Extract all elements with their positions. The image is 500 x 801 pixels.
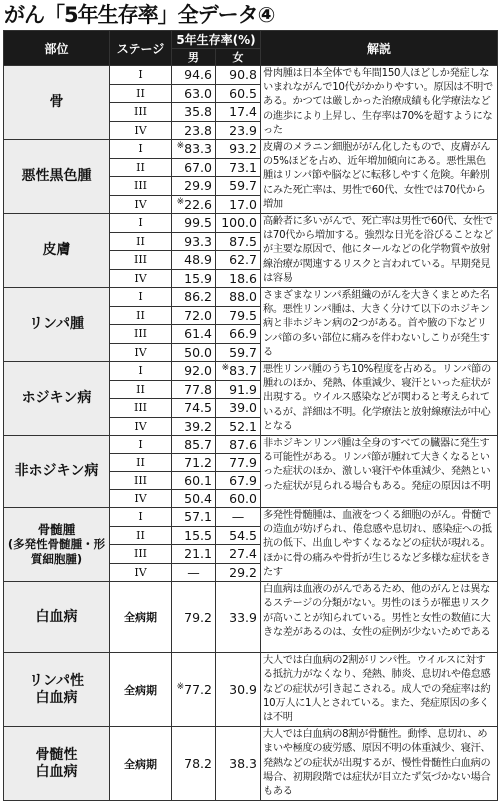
table-row: [4, 727, 498, 801]
survival-value: 79.2: [172, 582, 216, 653]
stage-label: I: [110, 436, 172, 454]
cancer-site-cell: [4, 214, 110, 288]
header-stage: ステージ: [110, 31, 172, 66]
cancer-site-cell: [4, 653, 110, 727]
survival-value: 79.5: [216, 306, 261, 325]
survival-value: 67.9: [216, 472, 261, 490]
table-body: [4, 66, 498, 801]
explanation-text: 大人では白血病の2割がリンパ性。ウイルスに対する抵抗力がなくなり、発熱、肺炎、息切れや倦怠感などの症状が引き起こされる。成人での発症率は約10万人に1人とされている。また、発症原因の多くは不明: [261, 653, 498, 727]
cancer-site-name-line2: 白血病: [35, 689, 78, 706]
survival-value: 52.1: [216, 417, 261, 436]
header-male: 男: [172, 49, 216, 66]
survival-value: 23.8: [172, 121, 216, 140]
cancer-site-name: 骨髄性: [35, 746, 78, 763]
header-site: 部位: [4, 31, 110, 66]
cancer-site-cell: [4, 508, 110, 582]
stage-label: II: [110, 380, 172, 399]
stage-label: IV: [110, 563, 172, 582]
survival-value: 60.1: [172, 472, 216, 490]
survival-value: 87.6: [216, 436, 261, 454]
cancer-site-name: リンパ腫: [28, 316, 85, 333]
stage-label: II: [110, 454, 172, 472]
stage-label: III: [110, 251, 172, 270]
survival-value: 77.9: [216, 454, 261, 472]
survival-value: 100.0: [216, 214, 261, 233]
survival-value: 94.6: [172, 66, 216, 85]
stage-label: III: [110, 545, 172, 564]
stage-label: I: [110, 66, 172, 85]
cancer-site-name: 皮膚: [42, 242, 71, 259]
survival-value: 17.4: [216, 103, 261, 122]
stage-label: 全病期: [110, 727, 172, 801]
stage-label: II: [110, 84, 172, 103]
survival-value: 86.2: [172, 288, 216, 307]
stage-label: IV: [110, 417, 172, 436]
survival-value: 63.0: [172, 84, 216, 103]
survival-rate-table: [3, 30, 498, 801]
cancer-site-name: 悪性黒色腫: [21, 168, 92, 185]
stage-label: I: [110, 508, 172, 527]
stage-label: III: [110, 399, 172, 418]
survival-value: 93.3: [172, 232, 216, 251]
survival-value: 15.5: [172, 526, 216, 545]
survival-value: —: [216, 508, 261, 527]
survival-value: 17.0: [216, 195, 261, 214]
footnote-asterisk: ※: [176, 141, 185, 152]
survival-value: 85.7: [172, 436, 216, 454]
cancer-site-subname: (多発性骨髄腫・形質細胞腫): [7, 537, 106, 567]
table-row: [4, 214, 498, 233]
explanation-text: 骨肉腫は日本全体でも年間150人ほどしか発症しないまれながんで10代がかかりやすい。原因は不明である。かつては厳しかった治療成績も化学療法などの進歩により上昇し、生存率は70%を超すようになった: [261, 66, 498, 140]
survival-value: 57.1: [172, 508, 216, 527]
cancer-site-name: 骨: [49, 94, 64, 110]
cancer-site-name: 骨髄腫: [37, 522, 76, 538]
stage-label: I: [110, 288, 172, 307]
stage-label: III: [110, 472, 172, 490]
footnote-asterisk: ※: [176, 682, 185, 693]
survival-value: 99.5: [172, 214, 216, 233]
survival-value: 27.4: [216, 545, 261, 564]
survival-value: 15.9: [172, 269, 216, 288]
explanation-text: 非ホジキンリンパ腫は全身のすべての臓器に発生する可能性がある。リンパ節が腫れて大きくなるといった症状のほか、激しい寝汗や体重減少、発熱といった症状が見られる場合もある。発症の原因は不明: [261, 436, 498, 508]
cancer-site-cell: [4, 140, 110, 214]
cancer-site-name: 白血病: [35, 608, 78, 625]
survival-value: 50.0: [172, 343, 216, 362]
explanation-text: 大人では白血病の8割が骨髄性。動悸、息切れ、めまいや極度の疲労感、原因不明の体重減少、寝汗、発熱などの症状が出現するが、慢性骨髄性白血病の場合、初期段階では症状が目立たず気づかない場合もある: [261, 727, 498, 801]
stage-label: 全病期: [110, 582, 172, 653]
survival-value: ※77.2: [172, 653, 216, 727]
cancer-site-cell: [4, 436, 110, 508]
survival-value: 88.0: [216, 288, 261, 307]
survival-value: 23.9: [216, 121, 261, 140]
survival-value: 92.0: [172, 362, 216, 381]
survival-value: 73.1: [216, 158, 261, 177]
survival-value: 72.0: [172, 306, 216, 325]
survival-value: 33.9: [216, 582, 261, 653]
table-row: [4, 362, 498, 381]
table-row: [4, 288, 498, 307]
stage-label: III: [110, 325, 172, 344]
survival-value: 67.0: [172, 158, 216, 177]
table-row: [4, 582, 498, 653]
survival-value: 21.1: [172, 545, 216, 564]
survival-value: 54.5: [216, 526, 261, 545]
survival-value: 29.9: [172, 177, 216, 196]
survival-value: 90.8: [216, 66, 261, 85]
cancer-site-name: ホジキン病: [21, 390, 92, 407]
header-explanation: 解説: [261, 31, 498, 66]
explanation-text: 皮膚のメラニン細胞ががん化したもので、皮膚がんの5%ほどを占め、近年増加傾向にある。悪性黒色腫はリンパ節や脳などに転移しやすく危険。年齢別にみた死亡率は、男性で60代、女性では70代から増加: [261, 140, 498, 214]
stage-label: II: [110, 306, 172, 325]
survival-value: 59.7: [216, 343, 261, 362]
survival-value: 87.5: [216, 232, 261, 251]
stage-label: II: [110, 526, 172, 545]
survival-value: 50.4: [172, 490, 216, 508]
survival-value: 39.2: [172, 417, 216, 436]
cancer-site-name-line2: 白血病: [35, 763, 78, 780]
survival-value: 71.2: [172, 454, 216, 472]
survival-value: 30.9: [216, 653, 261, 727]
cancer-site-name: リンパ性: [28, 672, 85, 689]
header-female: 女: [216, 49, 261, 66]
survival-value: 93.2: [216, 140, 261, 159]
survival-value: 60.0: [216, 490, 261, 508]
table-row: [4, 66, 498, 85]
explanation-text: さまざまなリンパ系組織のがんを大きくまとめた名称。悪性リンパ腫は、大きく分けて以下のホジキン病と非ホジキン病の2つがある。首や腋の下などリンパ節の多い部位に痛みを伴わないしこりが発生する: [261, 288, 498, 362]
footnote-asterisk: ※: [221, 363, 230, 374]
survival-value: ※83.7: [216, 362, 261, 381]
survival-value: 38.3: [216, 727, 261, 801]
stage-label: I: [110, 214, 172, 233]
stage-label: IV: [110, 269, 172, 288]
cancer-site-cell: [4, 66, 110, 140]
survival-value: 48.9: [172, 251, 216, 270]
stage-label: 全病期: [110, 653, 172, 727]
survival-value: 39.0: [216, 399, 261, 418]
cancer-site-cell: [4, 582, 110, 653]
survival-value: 35.8: [172, 103, 216, 122]
stage-label: IV: [110, 490, 172, 508]
survival-value: 62.7: [216, 251, 261, 270]
stage-label: IV: [110, 343, 172, 362]
header-survival: 5年生存率(%): [172, 31, 261, 49]
cancer-site-cell: [4, 288, 110, 362]
explanation-text: 白血病は血液のがんであるため、他のがんとは異なるステージの分類がない。男性のほうが罹患リスクが高いことが知られている。男性と女性の数値に大きな差があるのは、女性の症例が少ないためである: [261, 582, 498, 653]
survival-value: ※22.6: [172, 195, 216, 214]
survival-value: 74.5: [172, 399, 216, 418]
cancer-site-cell: [4, 727, 110, 801]
survival-value: 66.9: [216, 325, 261, 344]
survival-value: 91.9: [216, 380, 261, 399]
explanation-text: 多発性骨髄腫は、血液をつくる細胞のがん。骨髄での造血が妨げられ、倦怠感や息切れ、感染症への抵抗の低下、出血しやすくなるなどの症状が現れる。ほかに骨の痛みや骨折が生じるなど多様な症状をきたす: [261, 508, 498, 582]
stage-label: IV: [110, 121, 172, 140]
survival-value: 59.7: [216, 177, 261, 196]
stage-label: II: [110, 232, 172, 251]
page-title: がん「5年生存率」全データ④: [4, 3, 275, 27]
survival-value: 18.6: [216, 269, 261, 288]
stage-label: I: [110, 362, 172, 381]
footnote-asterisk: ※: [176, 196, 185, 207]
stage-label: III: [110, 103, 172, 122]
stage-label: IV: [110, 195, 172, 214]
table-row: [4, 653, 498, 727]
table-row: [4, 436, 498, 454]
survival-value: ※83.3: [172, 140, 216, 159]
survival-value: 78.2: [172, 727, 216, 801]
survival-value: —: [172, 563, 216, 582]
survival-value: 77.8: [172, 380, 216, 399]
stage-label: III: [110, 177, 172, 196]
explanation-text: 悪性リンパ腫のうち10%程度を占める。リンパ節の腫れのほか、発熱、体重減少、寝汗といった症状が出現する。ウイルス感染などが関わると考えられているが、詳細は不明。化学療法と放射線療法が中心となる: [261, 362, 498, 436]
explanation-text: 高齢者に多いがんで、死亡率は男性で60代、女性では70代から増加する。強烈な日光を浴びることなどが主要な原因で、他にタールなどの化学物質や放射線治療が関連するリスクと言われている。早期発見は容易: [261, 214, 498, 288]
survival-value: 29.2: [216, 563, 261, 582]
cancer-site-cell: [4, 362, 110, 436]
stage-label: II: [110, 158, 172, 177]
stage-label: I: [110, 140, 172, 159]
cancer-site-name: 非ホジキン病: [14, 463, 99, 480]
survival-value: 60.5: [216, 84, 261, 103]
survival-value: 61.4: [172, 325, 216, 344]
table-row: [4, 140, 498, 159]
table-row: [4, 508, 498, 527]
